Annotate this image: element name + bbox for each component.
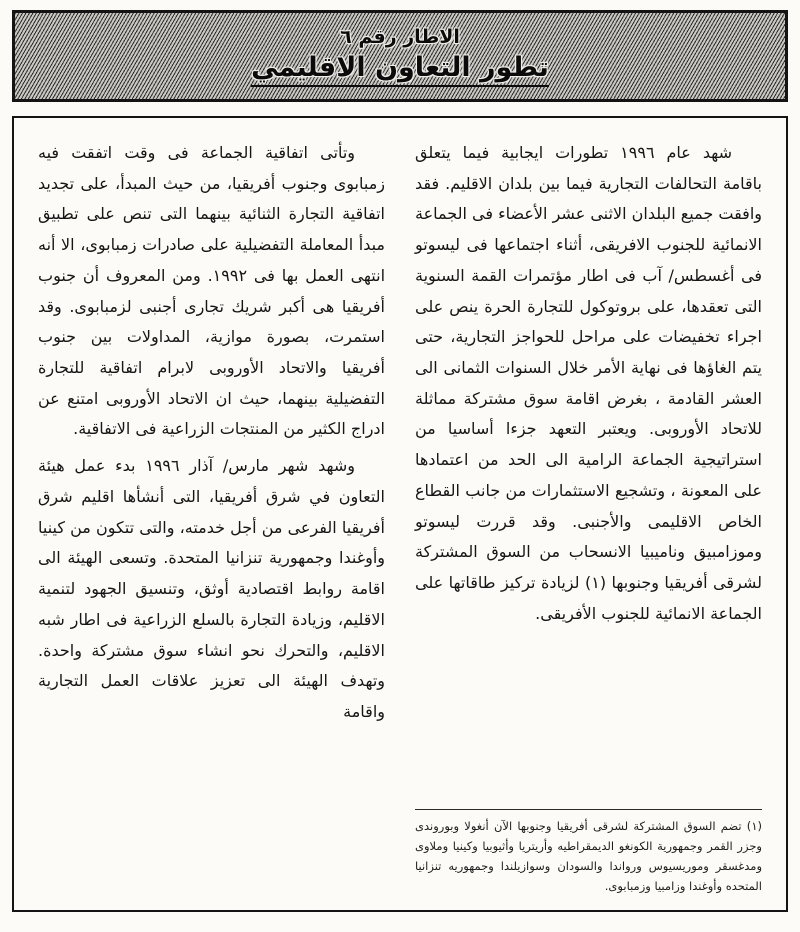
paragraph: شهد عام ١٩٩٦ تطورات ايجابية فيما يتعلق باقامة التحالفات التجارية فيما بين بلدان الاقليم. فقد وافقت جميع البلدان الاثنى عشر الأعضاء فى الجماعة الانمائية للجنوب الافريقى، أثناء اجتماعها فى ليسوتو فى أغسطس/ آب فى اطار مؤتمرات القمة السنوية التى تعقدها، على بروتوكول للتجارة الحرة ينص على اجراء تخفيضات على مراحل للحواجز التجارية، حتى يتم الغاؤها فى نهاية الأمر خلال السنوات الثمانى الى العشر القادمة ، بغرض اقامة سوق مشتركة مماثلة للاتحاد الأوروبى. ويعتبر التعهد جزءا أساسيا من استراتيجية الجماعة الرامية الى الحد من اعتمادها على المعونة ، وتشجيع الاستثمارات من جانب القطاع الخاص الاقليمى والأجنبى. وقد قررت ليسوتو وموزامبيق وناميبيا الانسحاب من السوق المشتركة لشرقى أفريقيا وجنوبها (١) لزيادة تركيز طاقاتها على الجماعة الانمائية للجنوب الأفريقى. — [415, 143, 762, 623]
box-number-title: الاطار رقم ٦ — [340, 25, 460, 48]
column-left — [38, 138, 385, 896]
footnote: (١) تضم السوق المشتركة لشرقى أفريقيا وجنوبها الآن أنغولا وبوروندى وجزر القمر وجمهورية الكونغو الديمقراطيه وأريتريا وأثيوبيا وكينيا وملاوى ومدغسقر وموريسيوس ورواندا والسودان وسوازيلندا وجمهوريه تنزانيا المتحده وأوغندا وزامبيا وزمبابوى. — [415, 809, 762, 897]
box-main-title: تطور التعاون الاقليمي — [251, 52, 549, 87]
column-right — [415, 138, 762, 896]
framed-text-body — [12, 116, 788, 912]
paragraph: وشهد شهر مارس/ آذار ١٩٩٦ بدء عمل هيئة التعاون في شرق أفريقيا، التى أنشأها اقليم شرق أفريقيا الفرعى من أجل خدمته، والتى تتكون من كينيا وأوغندا وجمهورية تنزانيا المتحدة. وتسعى الهيئة الى اقامة روابط اقتصادية أوثق، وتنسيق الجهود لتنمية الاقليم، وزيادة التجارة بالسلع الزراعية فى اطار شبه الاقليم، والتحرك نحو انشاء سوق مشتركة واحدة. وتهدف الهيئة الى تعزيز علاقات العمل التجارية واقامة — [38, 456, 385, 721]
paragraph: وتأتى اتفاقية الجماعة فى وقت اتفقت فيه زمبابوى وجنوب أفريقيا، من حيث المبدأ، على تجديد اتفاقية التجارة الثنائية بينهما التى تنص على تطبيق مبدأ المعاملة التفضيلية على صادرات زمبابوى، الا أنه انتهى العمل بها فى ١٩٩٢. ومن المعروف أن جنوب أفريقيا هى أكبر شريك تجارى أجنبى لزمبابوى. وقد استمرت، بصورة موازية، المداولات بين جنوب أفريقيا والاتحاد الأوروبى لابرام اتفاقية للتجارة التفضيلية بينهما، حيث ان الاتحاد الأوروبى امتنع عن ادراج الكثير من المنتجات الزراعية فى الاتفاقية. — [38, 143, 386, 439]
box-header — [12, 10, 788, 102]
